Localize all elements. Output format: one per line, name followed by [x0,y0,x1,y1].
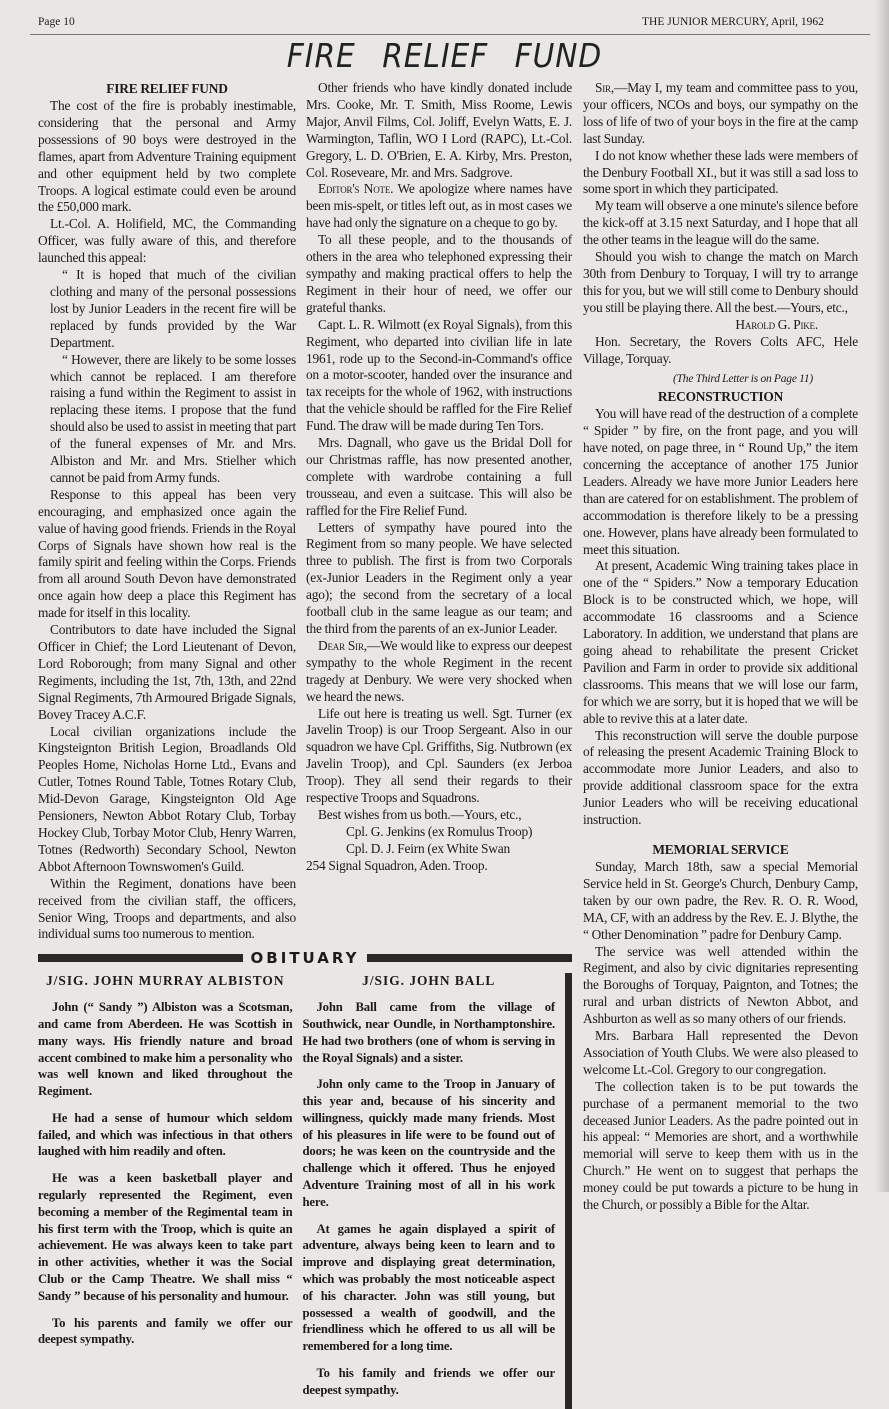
paragraph [583,406,858,558]
page-body [38,80,858,1409]
obituary-paragraph: John only came to the Troop in January of this year and, because of his sincerity and willingness, quickly made many friends. Most of his pleasures in life were to be found out of doors; he was keen on the countryside and the challenge which it offered. Thus he enjoyed Adventure Training most of all in his work here. [302,1077,555,1209]
paragraph [38,216,296,267]
section-heading: RECONSTRUCTION [657,389,784,405]
paragraph [583,198,858,249]
paragraph [306,858,572,875]
paragraph-text: Best wishes from us both.—Yours, etc., [318,806,522,822]
obituary-paragraph: At games he again displayed a spirit of adventure, always being keen to learn and to improve and displaying great determination, which was probably the most noticeable aspect of his character. John was still young, but possessed a wealth of goodwill, and the friendliness which he offered to us all will be remembered for a long time. [302,1221,555,1354]
paragraph-text: “ However, there are likely to be some losses which cannot be replaced. I am therefore raising a fund within the Regiment to assist in replacing these items. I propose that the fund should also be used to assist in meeting that part of the funeral expenses of Mr. and Mrs. Albiston and Mr. and Mrs. Stielher which cannot be paid from Army funds. [50,351,296,485]
letter-signature [306,824,572,841]
obituary-rule-right [367,954,572,962]
obituary-rule-left [38,954,243,962]
paragraph [306,435,572,520]
paragraph-text: This reconstruction will serve the double purpose of releasing the present Academic Training Block to accommodate more Junior Leaders, and also to provide additional classroom space for the extra Junior Leaders who will be receiving educational instruction. [583,727,858,828]
obituary-paragraph: To his family and friends we offer our deepest sympathy. [302,1366,555,1397]
obituary-paragraph: John (“ Sandy ”) Albiston was a Scotsman, and came from Aberdeen. He was Scottish in many ways. His friendly nature and broad accent combined to make him a personality who was well known and liked throughout the Regiment. [38,1000,293,1099]
paragraph [38,876,296,944]
quoted-paragraph [50,352,296,487]
paragraph-text: Harold G. Pike. [735,316,818,332]
obituary-paragraph: He had a sense of humour which seldom failed, and which was infectious in that others laughed with him readily and often. [38,1110,293,1159]
small-caps-lead: Dear Sir, [318,637,367,653]
paragraph-text: Letters of sympathy have poured into the Regiment from so many people. We have selected three to publish. The first is from two Corporals (ex-Junior Leaders in the Regiment only a year ago); the second from the secretary of a local football club in the same league as our team; and the third from the parents of an ex-Junior Leader. [306,519,572,636]
page-title: FIRE RELIEF FUND [286,36,603,75]
paragraph-text: —We would like to express our deepest sympathy to the whole Regiment in the recent tragedy at Denbury. We were very shocked when we heard the news. [306,637,573,704]
obituary-paragraph: To his parents and family we offer our deepest sympathy. [38,1315,293,1347]
paragraph [306,232,572,317]
paragraph [583,859,858,944]
paragraph-text: Hon. Secretary, the Rovers Colts AFC, Hele Village, Torquay. [583,333,858,366]
paragraph-text: The service was well attended within the Regiment, and also by civic dignitaries representing the Boroughs of Torquay, Paignton, and Totnes; the rural and urban districts of Newton Abbot, and Ashburton as well as so many others of our friends. [583,943,858,1027]
article-column-2 [306,80,572,875]
paragraph-text: We apologize where names have been mis-spelt, or titles left out, as in most cases we have had only the signature on a cheque to go by. [306,181,572,231]
quoted-paragraph [50,267,296,352]
paragraph [583,1079,858,1214]
small-caps-lead: Editor's Note. [318,181,394,197]
article-column-1 [38,80,296,943]
publication-line: THE JUNIOR MERCURY, April, 1962 [642,16,824,28]
paragraph-text: You will have read of the destruction of a complete “ Spider ” by fire, on the front page, and you will have noted, on page three, in “ Round Up,” the item concerning the acceptance of another 175 Junior Leaders. Already we have more Junior Leaders here than are catered for on establishment. The problem of accommodation is therefore likely to be a pressing one. However, plans have already been formulated to meet this situation. [583,406,858,557]
obituary-paragraph: John Ball came from the village of Southwick, near Oundle, in Northamptonshire. He had two brothers (one of whom is serving in the Royal Signals) and a sister. [302,1000,555,1065]
paragraph-text: I do not know whether these lads were members of the Denbury Football XI., but it was still a sad loss to some sport in which they participated. [583,147,858,197]
obituary-heading: OBITUARY [250,949,360,968]
paragraph [38,487,296,622]
paragraph [306,317,572,435]
paragraph-text: 254 Signal Squadron, Aden. Troop. [306,857,488,873]
paragraph [306,520,572,638]
header-rule [30,34,870,35]
paragraph [306,80,572,181]
upper-columns [38,80,572,943]
obituary-paragraph: He was a keen basketball player and regularly represented the Regiment, even becoming a member of the Regimental team in his first term with the Troop, which is quite an achievement. He was always keen to take part in other activities, whether it was the Social Club or the Camp Theatre. We shall miss “ Sandy ” because of his personality and humour. [38,1171,293,1303]
paragraph-text: Sunday, March 18th, saw a special Memorial Service held in St. George's Church, Denbury Camp, taken by our own padre, the Rev. R. O. R. Wood, MA, CF, with an address by the Rev. E. J. Blythe, the “ Other Denomination ” padre for Denbury Camp. [583,858,858,942]
paragraph-text: Should you wish to change the match on March 30th from Denbury to Torquay, I will try to arrange this for you, but we will still come to Denbury should you still be playing there. All the best.—Yours, etc., [583,249,858,315]
paragraph-text: Within the Regiment, donations have been received from the civilian staff, the officers, Senior Wing, Troops and departments, and also individual sums too numerous to mention. [38,875,296,942]
paragraph [583,558,858,727]
paragraph-text: The collection taken is to be put towards the purchase of a permanent memorial to the two deceased Junior Leaders. As the padre pointed out in his appeal: “ Memories are short, and a worthwhile memorial will serve to keep them with us in the Church.” He went on to suggest that perhaps the money could be put towards a picture to be hung in the Church, or possibly a Bible for the Altar. [583,1078,858,1213]
paragraph-text: To all these people, and to the thousands of others in the area who telephoned expressing their sympathy and making practical offers to help the Regiment in their hour of need, we offer our grateful thanks. [306,232,572,315]
obituary-header [38,949,572,967]
paragraph-text: Life out here is treating us well. Sgt. Turner (ex Javelin Troop) is our Troop Sergeant. Also in our squadron we have Cpl. Griffiths, Sig. Nutbrown (ex Javelin Troop), and Cpl. Saunders (ex Jerboa Troop). They all send their regards to their respective Troops and Squadrons. [306,705,572,806]
paragraph-text: “ It is hoped that much of the civilian clothing and many of the personal possessions lost by Junior Leaders in the recent fire will be replaced by funds provided by the War Department. [50,267,296,350]
paragraph-text: My team will observe a one minute's silence before the kick-off at 3.15 next Saturday, and I hope that all the other teams in the league will do the same. [583,198,858,248]
paragraph [583,80,858,148]
paragraph-text: (The Third Letter is on Page 11) [672,373,813,386]
paragraph [583,148,858,199]
obituary-side-rule [565,973,572,1408]
paragraph [583,944,858,1029]
paragraph [306,706,572,807]
paragraph [306,181,572,232]
letter-signature [306,841,572,858]
paragraph [38,622,296,723]
letter-signature [583,317,858,334]
paragraph-text: Lt.-Col. A. Holifield, MC, the Commanding Officer, was fully aware of this, and therefore launched this appeal: [38,216,296,266]
paragraph-text: Local civilian organizations include the Kingsteignton British Legion, Broadlands Old Peoples Home, Nicholas Horne Ltd., Evans and Cutler, Totnes Round Table, Totnes Rotary Club, Mid-Devon Garage, Kingsteignton Old Age Pensioners, Newton Abbot Rotary Club, Torbay Hockey Club, Torbay Motor Club, Henry Warren, Totnes (Redworth) Secondary School, Newton Abbot Afternoon Townswomen's Guild. [38,723,296,874]
paragraph-text: Other friends who have kindly donated include Mrs. Cooke, Mr. T. Smith, Miss Roome, Lewis Major, Anvil Films, Col. Joliff, Evelyn Watts, E. J. Warmington, Taflin, WO I Lord (RAPC), Lt.-Col. Gregory, L. D. O'Brien, E. A. Kirby, Mrs. Preston, Col. Roseveare, Mr. and Mrs. Sadgrove. [306,80,572,180]
paragraph [583,334,858,368]
paragraph-text: Contributors to date have included the Signal Officer in Chief; the Lord Lieutenant of Devon, Lord Roborough; from many Signal and other Regiments, including the 1st, 7th, 13th, and 22nd Signal Regiments, 7th Armoured Brigade Signals, Bovey Tracey A.C.F. [38,622,296,722]
obituary-name: J/SIG. JOHN BALL [362,973,496,989]
paragraph-text: Mrs. Barbara Hall represented the Devon Association of Youth Clubs. We were also pleased to welcome Lt.-Col. Gregory to our congregation. [583,1028,858,1077]
section-heading: FIRE RELIEF FUND [106,81,228,96]
paragraph-text: At present, Academic Wing training takes place in one of the “ Spiders.” Now a temporary Education Block is to be constructed which, we hope, will accommodate 16 classrooms and a Science Laboratory. In addition, we understand that plans are going ahead to rehabilitate the present Cricket Pavilion and Farm in order to provide six additional classrooms. This means that we will lose our farm, for which we are sorry, but it is hoped that we will be able to revive this at a later date. [583,558,858,726]
section-heading: MEMORIAL SERVICE [652,841,789,857]
paragraph-text: Response to this appeal has been very encouraging, and emphasized once again the value of having good friends. Friends in the Royal Corps of Signals have shown how real is the family spirit and feeling within the Corps. Friends from all around South Devon have demonstrated once again how deep a place this Regiment has made for itself in this locality. [38,486,296,621]
paragraph [583,249,858,317]
left-block [38,80,572,1409]
paragraph-text: Cpl. G. Jenkins (ex Romulus Troop) [346,823,533,839]
obituary-entries [38,973,572,1408]
paragraph-text: The cost of the fire is probably inestimable, considering that the personal and Army possessions of 90 boys were destroyed in the flames, apart from Adventure Training equipment and other equipment held by two complete Troops. A logical estimate could even be around the £50,000 mark. [38,98,296,215]
paragraph [38,724,296,876]
paragraph-text: Mrs. Dagnall, who gave us the Bridal Doll for our Christmas raffle, has now presented another, complete with wardrobe containing a full trousseau, and even a suitcase. This will also be raffled for the Fire Relief Fund. [306,435,572,518]
small-caps-lead: Sir [595,80,611,95]
paragraph [583,728,858,829]
paragraph [306,638,572,706]
paragraph [38,98,296,216]
obituary-entry [38,973,292,1408]
page-fold-shadow [875,0,889,1192]
paragraph-text: ,—May I, my team and committee pass to you, your officers, NCOs and boys, our sympathy on the loss of life of two of your boys in the fire at the camp last Sunday. [583,80,858,146]
section-spacer [583,829,858,841]
paragraph [583,1028,858,1079]
article-column-3 [583,80,858,1214]
page-number: Page 10 [38,16,75,28]
obituary-name: J/SIG. JOHN MURRAY ALBISTON [45,973,285,989]
continuation-note [583,371,858,388]
obituary-entry [302,973,561,1408]
paragraph [306,807,572,824]
paragraph-text: Cpl. D. J. Feirn (ex White Swan [346,840,510,856]
paragraph-text: Capt. L. R. Wilmott (ex Royal Signals), from this Regiment, who departed into civilian life in late 1961, rode up to the Second-in-Command's office on a motor-scooter, handed over the insurance and tax receipts for the whole of 1962, with instructions that the vehicle should be raffled for the Fire Relief Fund. The draw will be made during Ten Tors. [306,316,572,434]
